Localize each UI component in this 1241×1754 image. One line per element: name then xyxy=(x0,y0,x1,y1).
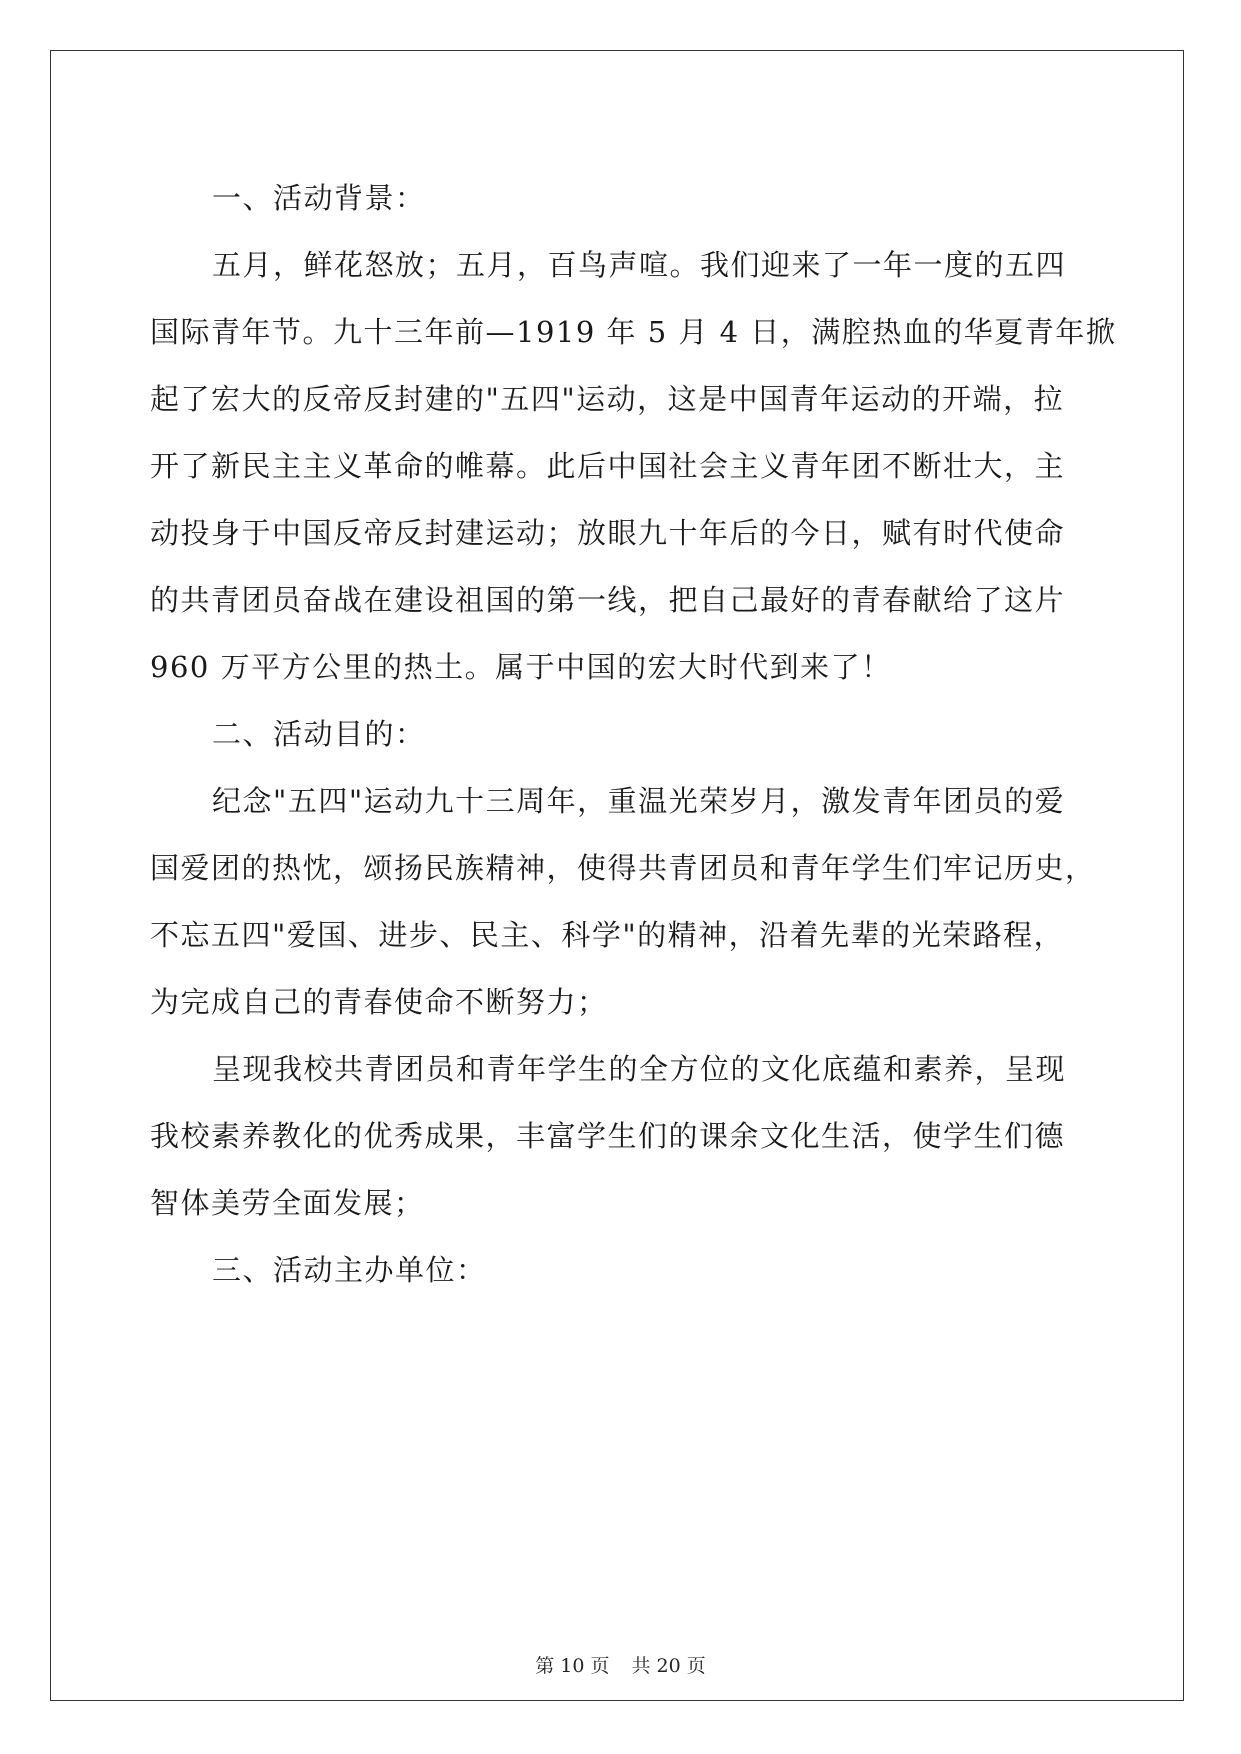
total-pages: 共 20 页 xyxy=(631,1655,706,1677)
paragraph-line: 呈现我校共青团员和青年学生的全方位的文化底蕴和素养，呈现 xyxy=(212,1052,1067,1086)
page-number: 第 10 页 xyxy=(535,1655,610,1677)
paragraph-line: 960 万平方公里的热土。属于中国的宏大时代到来了！ xyxy=(150,650,892,684)
section-heading-background: 一、活动背景： xyxy=(212,181,426,215)
paragraph-line: 国爱团的热忱，颂扬民族精神，使得共青团员和青年学生们牢记历史， xyxy=(150,851,1096,885)
paragraph-line: 纪念"五四"运动九十三周年，重温光荣岁月，激发青年团员的爱 xyxy=(212,784,1066,818)
document-body xyxy=(150,165,1117,1304)
paragraph-line: 我校素养教化的优秀成果，丰富学生们的课余文化生活，使学生们德 xyxy=(150,1119,1066,1153)
paragraph-line: 不忘五四"爱国、进步、民主、科学"的精神，沿着先辈的光荣路程， xyxy=(150,918,1065,952)
section-heading-organizer: 三、活动主办单位： xyxy=(212,1253,487,1287)
section-heading-purpose: 二、活动目的： xyxy=(212,717,426,751)
paragraph-line: 起了宏大的反帝反封建的"五四"运动，这是中国青年运动的开端，拉 xyxy=(150,382,1065,416)
page-footer xyxy=(0,1651,1241,1678)
paragraph-line: 动投身于中国反帝反封建运动；放眼九十年后的今日，赋有时代使命 xyxy=(150,516,1066,550)
paragraph-line: 的共青团员奋战在建设祖国的第一线，把自己最好的青春献给了这片 xyxy=(150,583,1066,617)
paragraph-line: 开了新民主主义革命的帷幕。此后中国社会主义青年团不断壮大，主 xyxy=(150,449,1066,483)
paragraph-line: 为完成自己的青春使命不断努力； xyxy=(150,985,608,1019)
paragraph-line: 智体美劳全面发展； xyxy=(150,1186,425,1220)
paragraph-line: 五月，鲜花怒放；五月，百鸟声喧。我们迎来了一年一度的五四 xyxy=(212,248,1067,282)
paragraph-line: 国际青年节。九十三年前—1919 年 5 月 4 日，满腔热血的华夏青年掀 xyxy=(150,315,1117,349)
